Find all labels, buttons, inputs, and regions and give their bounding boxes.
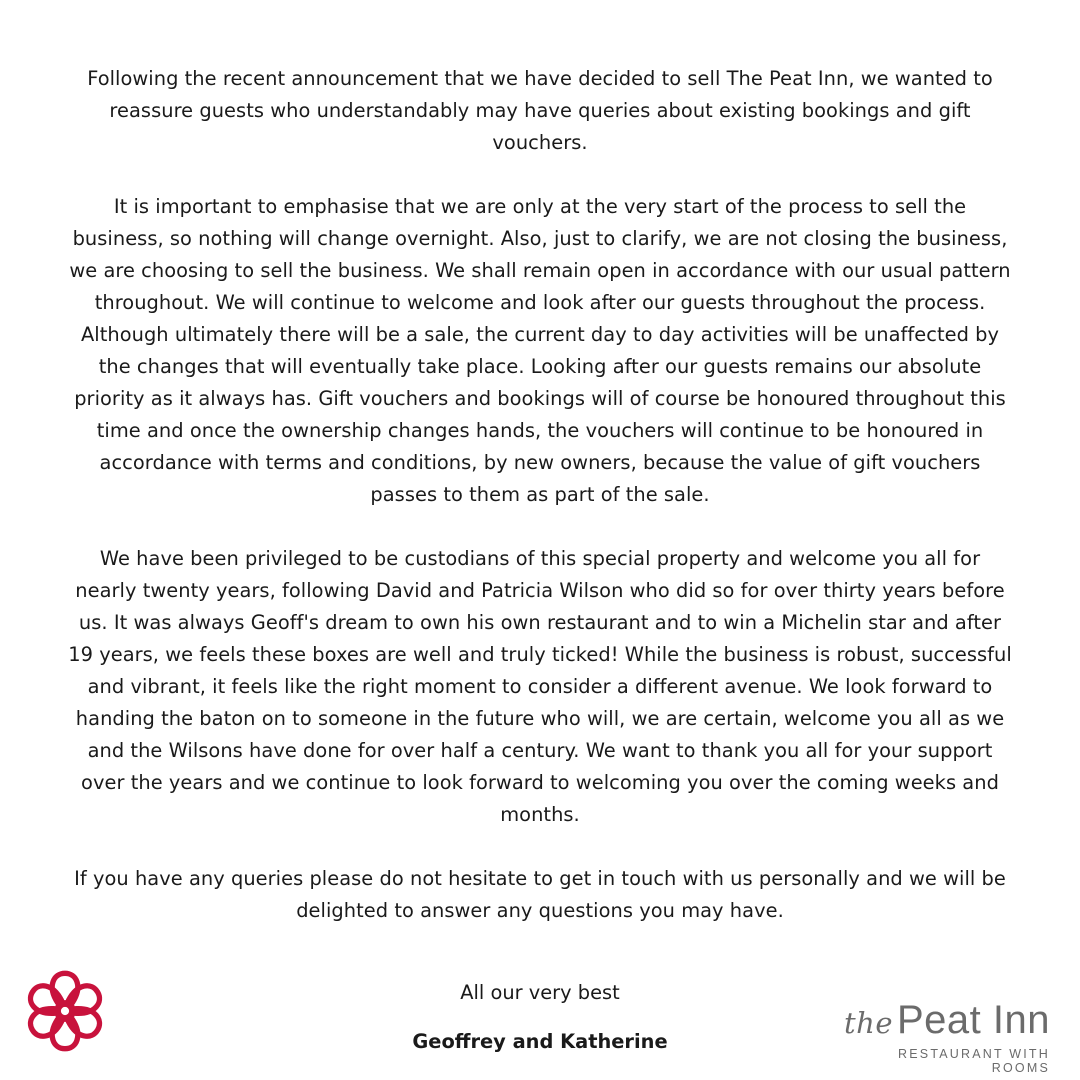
michelin-star-icon [24, 970, 106, 1052]
letter-paragraph-history: We have been privileged to be custodians of this special property and welcome you all for nearly twenty years, following David and Patricia Wilson who did so for over thirty years before us. It was always Geoff's dream to own his own restaurant and to win a Michelin star and after 19 years, we feels these boxes are well and truly ticked! While the business is robust, successful and vibrant, it feels like the right moment to consider a different avenue. We look forward to handing the baton on to someone in the future who will, we are certain, welcome you all as we and the Wilsons have done for over half a century. We want to thank you all for your support over the years and we continue to look forward to welcoming you over the coming weeks and months. [68, 547, 1012, 826]
brand-tagline: RESTAURANT WITH ROOMS [898, 1047, 1050, 1075]
announcement-letter [68, 63, 1012, 927]
letter-closing: All our very best [460, 981, 620, 1004]
brand-the: the [843, 1006, 893, 1040]
letter-paragraph-process: It is important to emphasise that we are only at the very start of the process to sell the business, so nothing will change overnight. Also, just to clarify, we are not closing the business, we are choosing to sell the business. We shall remain open in accordance with our usual pattern throughout. We will continue to welcome and look after our guests throughout the process. Although ultimately there will be a sale, the current day to day activities will be unaffected by the changes that will eventually take place. Looking after our guests remains our absolute priority as it always has. Gift vouchers and bookings will of course be honoured throughout this time and once the ownership changes hands, the vouchers will continue to be honoured in accordance with terms and conditions, by new owners, because the value of gift vouchers passes to them as part of the sale. [69, 195, 1011, 506]
brand-wordmark [840, 998, 1050, 1045]
letter-paragraph-intro: Following the recent announcement that we have decided to sell The Peat Inn, we wanted to reassure guests who understandably may have queries about existing bookings and gift vouchers. [87, 67, 993, 154]
peat-inn-logo [840, 998, 1050, 1075]
letter-signature: Geoffrey and Katherine [412, 1030, 668, 1053]
brand-name: Peat Inn [896, 998, 1050, 1042]
letter-paragraph-contact: If you have any queries please do not hesitate to get in touch with us personally and we will be delighted to answer any questions you may have. [74, 867, 1006, 922]
